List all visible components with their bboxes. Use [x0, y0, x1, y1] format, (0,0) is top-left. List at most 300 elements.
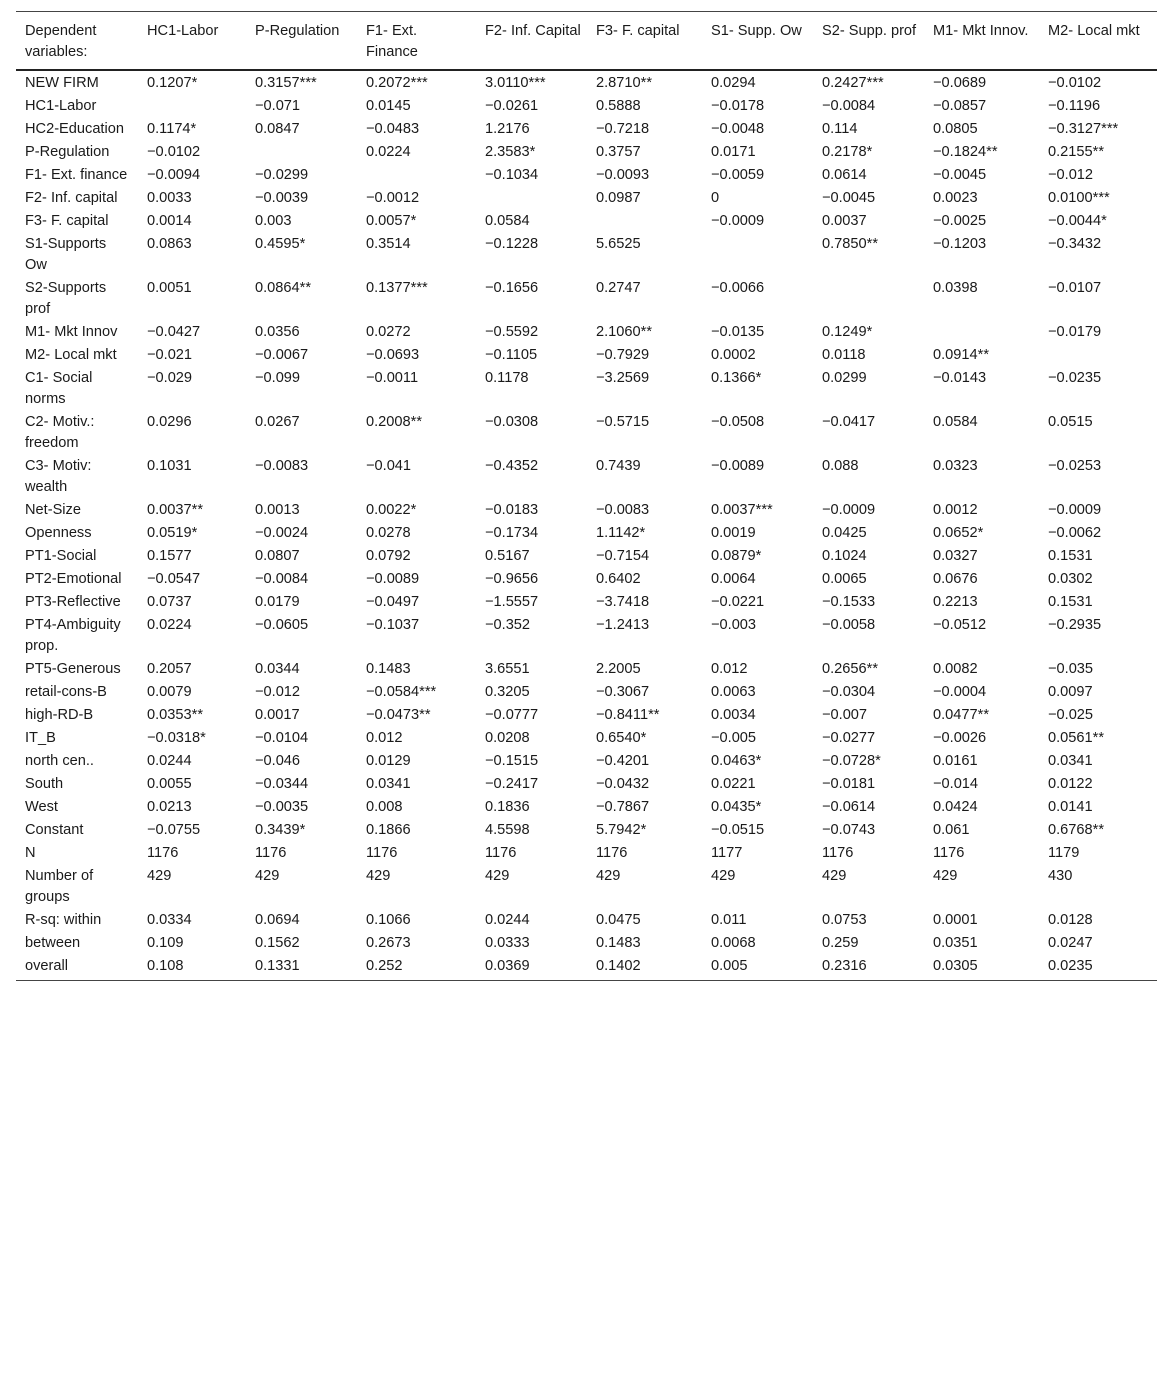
- table-cell: 1176: [485, 845, 517, 861]
- table-cell: [587, 210, 702, 233]
- table-cell: 0.0475: [596, 912, 641, 928]
- table-cell: −0.0044*: [1048, 213, 1107, 229]
- table-row: [16, 118, 1157, 141]
- row-label: PT3-Reflective: [25, 594, 121, 610]
- table-cell: −3.2569: [596, 370, 650, 386]
- table-cell: 0.2057: [147, 661, 192, 677]
- table-cell: −0.0102: [147, 144, 201, 160]
- table-cell: [138, 95, 246, 118]
- table-cell: 0.0022*: [366, 502, 417, 518]
- table-cell: −0.0483: [366, 121, 420, 137]
- table-cell: 0.2178*: [822, 144, 873, 160]
- table-cell: −0.0048: [711, 121, 765, 137]
- table-cell: 0.109: [147, 935, 184, 951]
- table-cell: [813, 277, 924, 321]
- table-cell: −0.0417: [822, 414, 876, 430]
- table-cell: −0.1037: [366, 617, 420, 633]
- header-dependent-variables: Dependent variables:: [25, 23, 97, 60]
- table-cell: −0.0104: [255, 730, 309, 746]
- table-cell: 430: [1048, 868, 1073, 884]
- row-label: between: [25, 935, 81, 951]
- table-cell: −0.0009: [1048, 502, 1102, 518]
- table-cell: 0.1331: [255, 958, 300, 974]
- table-row: [16, 277, 1157, 321]
- table-cell: −0.0083: [596, 502, 650, 518]
- table-cell: −0.0025: [933, 213, 987, 229]
- row-label: PT2-Emotional: [25, 571, 122, 587]
- table-cell: −0.1203: [933, 236, 987, 252]
- row-label: S1-Supports Ow: [25, 236, 107, 273]
- table-cell: −0.046: [255, 753, 301, 769]
- table-cell: −0.2935: [1048, 617, 1102, 633]
- row-label: R-sq: within: [25, 912, 102, 928]
- table-cell: −0.0035: [255, 799, 309, 815]
- table-cell: −0.0427: [147, 324, 201, 340]
- table-cell: −0.1824**: [933, 144, 998, 160]
- table-cell: 0.0398: [933, 280, 978, 296]
- table-cell: 0.1024: [822, 548, 867, 564]
- table-cell: 0.0037**: [147, 502, 203, 518]
- table-cell: 1.2176: [485, 121, 530, 137]
- table-cell: 429: [255, 868, 280, 884]
- table-row: [16, 233, 1157, 277]
- column-header: F3- F. capital: [596, 23, 680, 39]
- row-label: West: [25, 799, 58, 815]
- table-cell: 1176: [822, 845, 854, 861]
- table-cell: 0.0805: [933, 121, 978, 137]
- table-cell: 0.0879*: [711, 548, 762, 564]
- row-label: high-RD-B: [25, 707, 94, 723]
- table-cell: 0.0097: [1048, 684, 1093, 700]
- table-row: [16, 568, 1157, 591]
- table-cell: −0.0084: [822, 98, 876, 114]
- table-row: [16, 499, 1157, 522]
- table-cell: −0.0062: [1048, 525, 1102, 541]
- table-cell: 0.0333: [485, 935, 530, 951]
- table-row: [16, 865, 1157, 909]
- table-cell: 0.1866: [366, 822, 411, 838]
- table-cell: −0.352: [485, 617, 531, 633]
- table-cell: −0.071: [255, 98, 301, 114]
- table-row: [16, 819, 1157, 842]
- row-label: Openness: [25, 525, 92, 541]
- table-cell: 0.252: [366, 958, 403, 974]
- table-cell: 429: [596, 868, 621, 884]
- table-cell: −0.0728*: [822, 753, 881, 769]
- table-cell: 0.0244: [485, 912, 530, 928]
- table-cell: 0.2155**: [1048, 144, 1104, 160]
- table-cell: −0.8411**: [596, 707, 660, 723]
- row-label: Net-Size: [25, 502, 81, 518]
- table-cell: −0.0045: [822, 190, 876, 206]
- table-cell: 0.2656**: [822, 661, 878, 677]
- table-cell: 0.0463*: [711, 753, 762, 769]
- table-cell: 0.3439*: [255, 822, 306, 838]
- table-cell: −0.0093: [596, 167, 650, 183]
- table-cell: −1.2413: [596, 617, 650, 633]
- table-row: [16, 164, 1157, 187]
- table-row: [16, 681, 1157, 704]
- table-cell: −0.0318*: [147, 730, 206, 746]
- table-cell: 0.0033: [147, 190, 192, 206]
- table-cell: 0.5888: [596, 98, 641, 114]
- table-cell: −0.4352: [485, 458, 539, 474]
- table-cell: 0.1249*: [822, 324, 873, 340]
- table-cell: 0.0014: [147, 213, 192, 229]
- table-cell: 0.0987: [596, 190, 641, 206]
- table-cell: −0.0473**: [366, 707, 431, 723]
- table-cell: 0.0847: [255, 121, 300, 137]
- table-cell: −0.0178: [711, 98, 765, 114]
- table-row: [16, 750, 1157, 773]
- table-cell: −0.035: [1048, 661, 1094, 677]
- table-row: [16, 704, 1157, 727]
- row-label: M2- Local mkt: [25, 347, 117, 363]
- table-cell: −0.0605: [255, 617, 309, 633]
- table-cell: −0.0102: [1048, 75, 1102, 91]
- table-cell: −0.0181: [822, 776, 876, 792]
- table-cell: 0.0369: [485, 958, 530, 974]
- table-cell: 0.0353**: [147, 707, 203, 723]
- table-cell: 0.0272: [366, 324, 411, 340]
- row-label: S2-Supports prof: [25, 280, 107, 317]
- table-cell: 3.6551: [485, 661, 530, 677]
- table-row: [16, 727, 1157, 750]
- column-header: F1- Ext. Finance: [366, 23, 418, 60]
- table-cell: 0.0064: [711, 571, 756, 587]
- table-row: [16, 932, 1157, 955]
- table-cell: 0.0244: [147, 753, 192, 769]
- row-label: N: [25, 845, 36, 861]
- table-cell: 1176: [147, 845, 179, 861]
- table-cell: 0.0477**: [933, 707, 989, 723]
- table-cell: −0.1734: [485, 525, 539, 541]
- table-cell: 0.6768**: [1048, 822, 1104, 838]
- table-cell: 0.0278: [366, 525, 411, 541]
- table-cell: 0.1402: [596, 958, 641, 974]
- row-label: South: [25, 776, 64, 792]
- row-label: IT_B: [25, 730, 56, 746]
- table-cell: −0.0584***: [366, 684, 437, 700]
- table-cell: 0.008: [366, 799, 403, 815]
- table-cell: −0.3067: [596, 684, 650, 700]
- table-row: [16, 210, 1157, 233]
- table-cell: −0.0067: [255, 347, 309, 363]
- row-label: PT5-Generous: [25, 661, 121, 677]
- table-header: [16, 12, 1157, 71]
- row-label: PT1-Social: [25, 548, 97, 564]
- table-cell: [924, 321, 1039, 344]
- table-cell: −1.5557: [485, 594, 539, 610]
- table-cell: 0.0051: [147, 280, 192, 296]
- table-cell: 0.2008**: [366, 414, 422, 430]
- column-header: S1- Supp. Ow: [711, 23, 802, 39]
- table-cell: −0.014: [933, 776, 979, 792]
- row-label: retail-cons-B: [25, 684, 107, 700]
- table-row: [16, 367, 1157, 411]
- table-cell: 0.0118: [822, 347, 866, 363]
- table-cell: 0.108: [147, 958, 184, 974]
- table-cell: −0.012: [255, 684, 301, 700]
- table-cell: 0.1031: [147, 458, 192, 474]
- table-cell: −0.0012: [366, 190, 420, 206]
- table-cell: −0.041: [366, 458, 412, 474]
- table-cell: −0.005: [711, 730, 757, 746]
- table-cell: −0.0689: [933, 75, 987, 91]
- table-cell: 0.7850**: [822, 236, 878, 252]
- column-header: M2- Local mkt: [1048, 23, 1140, 39]
- table-cell: −0.0135: [711, 324, 765, 340]
- table-cell: −3.7418: [596, 594, 650, 610]
- table-row: [16, 773, 1157, 796]
- table-cell: 0.3157***: [255, 75, 317, 91]
- table-cell: −0.7218: [596, 121, 650, 137]
- table-cell: 0.0002: [711, 347, 756, 363]
- table-cell: 0.0584: [933, 414, 978, 430]
- table-cell: −0.1656: [485, 280, 539, 296]
- table-cell: 0.0057*: [366, 213, 417, 229]
- table-row: [16, 796, 1157, 819]
- table-cell: 0.1483: [366, 661, 411, 677]
- table-cell: −0.7154: [596, 548, 650, 564]
- table-cell: 0.0247: [1048, 935, 1093, 951]
- table-cell: −0.0512: [933, 617, 987, 633]
- table-cell: 0.0129: [366, 753, 411, 769]
- table-cell: 0.0224: [147, 617, 192, 633]
- table-cell: 0.0694: [255, 912, 300, 928]
- table-cell: 0.259: [822, 935, 859, 951]
- table-cell: −0.025: [1048, 707, 1094, 723]
- table-cell: −0.4201: [596, 753, 650, 769]
- table-cell: 0.0515: [1048, 414, 1093, 430]
- table-cell: −0.9656: [485, 571, 539, 587]
- table-cell: 0.0351: [933, 935, 978, 951]
- table-row: [16, 455, 1157, 499]
- table-cell: 0.0068: [711, 935, 756, 951]
- table-cell: [476, 187, 587, 210]
- table-cell: 0.012: [711, 661, 748, 677]
- table-cell: 0.0013: [255, 502, 300, 518]
- table-cell: 429: [485, 868, 510, 884]
- table-cell: 0.0235: [1048, 958, 1093, 974]
- table-cell: 0.0863: [147, 236, 192, 252]
- table-cell: 0.0425: [822, 525, 867, 541]
- row-label: north cen..: [25, 753, 94, 769]
- table-cell: −0.007: [822, 707, 868, 723]
- table-cell: 0.0519*: [147, 525, 198, 541]
- table-cell: 1176: [933, 845, 965, 861]
- table-cell: 0.0914**: [933, 347, 989, 363]
- table-cell: −0.0432: [596, 776, 650, 792]
- row-label: Number of groups: [25, 868, 94, 905]
- table-cell: 0.0122: [1048, 776, 1093, 792]
- table-cell: 0.3514: [366, 236, 411, 252]
- table-cell: 0.0208: [485, 730, 530, 746]
- table-cell: 0.0807: [255, 548, 300, 564]
- table-cell: 0.1366*: [711, 370, 762, 386]
- table-cell: −0.0143: [933, 370, 987, 386]
- table-cell: −0.5592: [485, 324, 539, 340]
- table-cell: 0.1377***: [366, 280, 428, 296]
- table-cell: 0.0341: [366, 776, 411, 792]
- table-cell: −0.0024: [255, 525, 309, 541]
- table-cell: 0.0141: [1048, 799, 1093, 815]
- table-cell: 0.1577: [147, 548, 192, 564]
- table-cell: −0.0614: [822, 799, 876, 815]
- table-cell: 0.0037: [822, 213, 867, 229]
- table-cell: −0.0304: [822, 684, 876, 700]
- table-cell: 0.0017: [255, 707, 300, 723]
- row-label: HC2-Education: [25, 121, 124, 137]
- table-cell: −0.0083: [255, 458, 309, 474]
- table-cell: 0.0128: [1048, 912, 1093, 928]
- table-cell: 0.0435*: [711, 799, 762, 815]
- table-row: [16, 95, 1157, 118]
- table-cell: −0.0221: [711, 594, 765, 610]
- table-cell: −0.099: [255, 370, 301, 386]
- table-row: [16, 187, 1157, 210]
- table-row: [16, 141, 1157, 164]
- table-cell: −0.0253: [1048, 458, 1102, 474]
- table-cell: −0.0515: [711, 822, 765, 838]
- row-label: C3- Motiv: wealth: [25, 458, 92, 495]
- table-cell: −0.1533: [822, 594, 876, 610]
- row-label: F3- F. capital: [25, 213, 109, 229]
- table-cell: −0.0059: [711, 167, 765, 183]
- table-cell: −0.5715: [596, 414, 650, 430]
- table-cell: −0.0089: [366, 571, 420, 587]
- table-cell: 1179: [1048, 845, 1080, 861]
- table-cell: 3.0110***: [485, 75, 546, 91]
- table-cell: 0.0179: [255, 594, 300, 610]
- table-cell: −0.0743: [822, 822, 876, 838]
- table-cell: 0.0334: [147, 912, 192, 928]
- table-cell: 0.0023: [933, 190, 978, 206]
- table-cell: [1039, 344, 1157, 367]
- table-cell: 0.0652*: [933, 525, 984, 541]
- table-cell: 0.1174*: [147, 121, 197, 137]
- table-cell: 1176: [366, 845, 398, 861]
- table-cell: −0.0755: [147, 822, 201, 838]
- table-cell: [357, 164, 476, 187]
- table-cell: 0.0171: [711, 144, 756, 160]
- table-row: [16, 321, 1157, 344]
- table-cell: 1176: [255, 845, 287, 861]
- table-row: [16, 658, 1157, 681]
- table-cell: 0.0221: [711, 776, 756, 792]
- table-cell: −0.3432: [1048, 236, 1102, 252]
- table-cell: −0.0004: [933, 684, 987, 700]
- table-cell: 429: [366, 868, 391, 884]
- table-cell: 0.1178: [485, 370, 529, 386]
- row-label: HC1-Labor: [25, 98, 97, 114]
- table-cell: −0.0039: [255, 190, 309, 206]
- table-cell: −0.012: [1048, 167, 1094, 183]
- table-cell: −0.021: [147, 347, 193, 363]
- table-cell: 0.7439: [596, 458, 641, 474]
- table-cell: 2.3583*: [485, 144, 536, 160]
- table-cell: 0.6540*: [596, 730, 647, 746]
- table-cell: 0.012: [366, 730, 403, 746]
- table-cell: 0.0012: [933, 502, 978, 518]
- table-cell: −0.1515: [485, 753, 539, 769]
- column-header: M1- Mkt Innov.: [933, 23, 1029, 39]
- table-cell: 0.0224: [366, 144, 411, 160]
- table-cell: 0.6402: [596, 571, 641, 587]
- table-cell: 0.0065: [822, 571, 867, 587]
- row-label: F1- Ext. finance: [25, 167, 128, 183]
- table-cell: −0.7867: [596, 799, 650, 815]
- table-cell: −0.0497: [366, 594, 420, 610]
- table-cell: 0.0676: [933, 571, 978, 587]
- table-cell: 0.4595*: [255, 236, 306, 252]
- table-cell: −0.1228: [485, 236, 539, 252]
- column-header: F2- Inf. Capital: [485, 23, 581, 39]
- table-cell: 2.2005: [596, 661, 641, 677]
- table-cell: 0.3205: [485, 684, 530, 700]
- table-cell: 0.0037***: [711, 502, 773, 518]
- table-cell: 0.1562: [255, 935, 300, 951]
- table-cell: −0.1034: [485, 167, 539, 183]
- table-cell: 0.0079: [147, 684, 192, 700]
- table-cell: −0.0058: [822, 617, 876, 633]
- table-cell: −0.0235: [1048, 370, 1102, 386]
- table-cell: −0.0261: [485, 98, 539, 114]
- table-cell: 0.0356: [255, 324, 300, 340]
- table-cell: 0.0323: [933, 458, 978, 474]
- table-cell: −0.1196: [1048, 98, 1101, 114]
- column-header: HC1-Labor: [147, 23, 219, 39]
- table-cell: 0.0864**: [255, 280, 311, 296]
- table-row: [16, 614, 1157, 658]
- table-cell: −0.0299: [255, 167, 309, 183]
- table-cell: 0.1207*: [147, 75, 198, 91]
- table-cell: 0.2072***: [366, 75, 428, 91]
- table-cell: 0.1531: [1048, 594, 1093, 610]
- table-cell: −0.0107: [1048, 280, 1102, 296]
- table-cell: 0.2427***: [822, 75, 884, 91]
- table-cell: 0.1531: [1048, 548, 1093, 564]
- table-cell: 0: [711, 190, 720, 206]
- table-cell: 0.003: [255, 213, 292, 229]
- regression-table: [16, 11, 1157, 981]
- table-cell: −0.029: [147, 370, 193, 386]
- table-cell: −0.1105: [485, 347, 538, 363]
- table-cell: −0.0045: [933, 167, 987, 183]
- table-row: [16, 411, 1157, 455]
- table-cell: −0.0009: [711, 213, 765, 229]
- table-cell: 1.1142*: [596, 525, 646, 541]
- table-cell: 5.6525: [596, 236, 641, 252]
- table-row: [16, 344, 1157, 367]
- table-cell: 0.0294: [711, 75, 756, 91]
- table-cell: 0.0001: [933, 912, 978, 928]
- table-cell: −0.0308: [485, 414, 539, 430]
- table-cell: 0.0792: [366, 548, 411, 564]
- table-cell: −0.0277: [822, 730, 876, 746]
- table-cell: −0.0183: [485, 502, 539, 518]
- table-cell: 429: [822, 868, 847, 884]
- table-cell: 0.061: [933, 822, 970, 838]
- table-cell: 0.0305: [933, 958, 978, 974]
- table-cell: 0.011: [711, 912, 747, 928]
- table-cell: 0.3757: [596, 144, 641, 160]
- row-label: C2- Motiv.: freedom: [25, 414, 95, 451]
- table-cell: 0.0737: [147, 594, 192, 610]
- table-cell: 0.0267: [255, 414, 300, 430]
- table-cell: 0.2316: [822, 958, 867, 974]
- row-label: PT4-Ambiguity prop.: [25, 617, 121, 654]
